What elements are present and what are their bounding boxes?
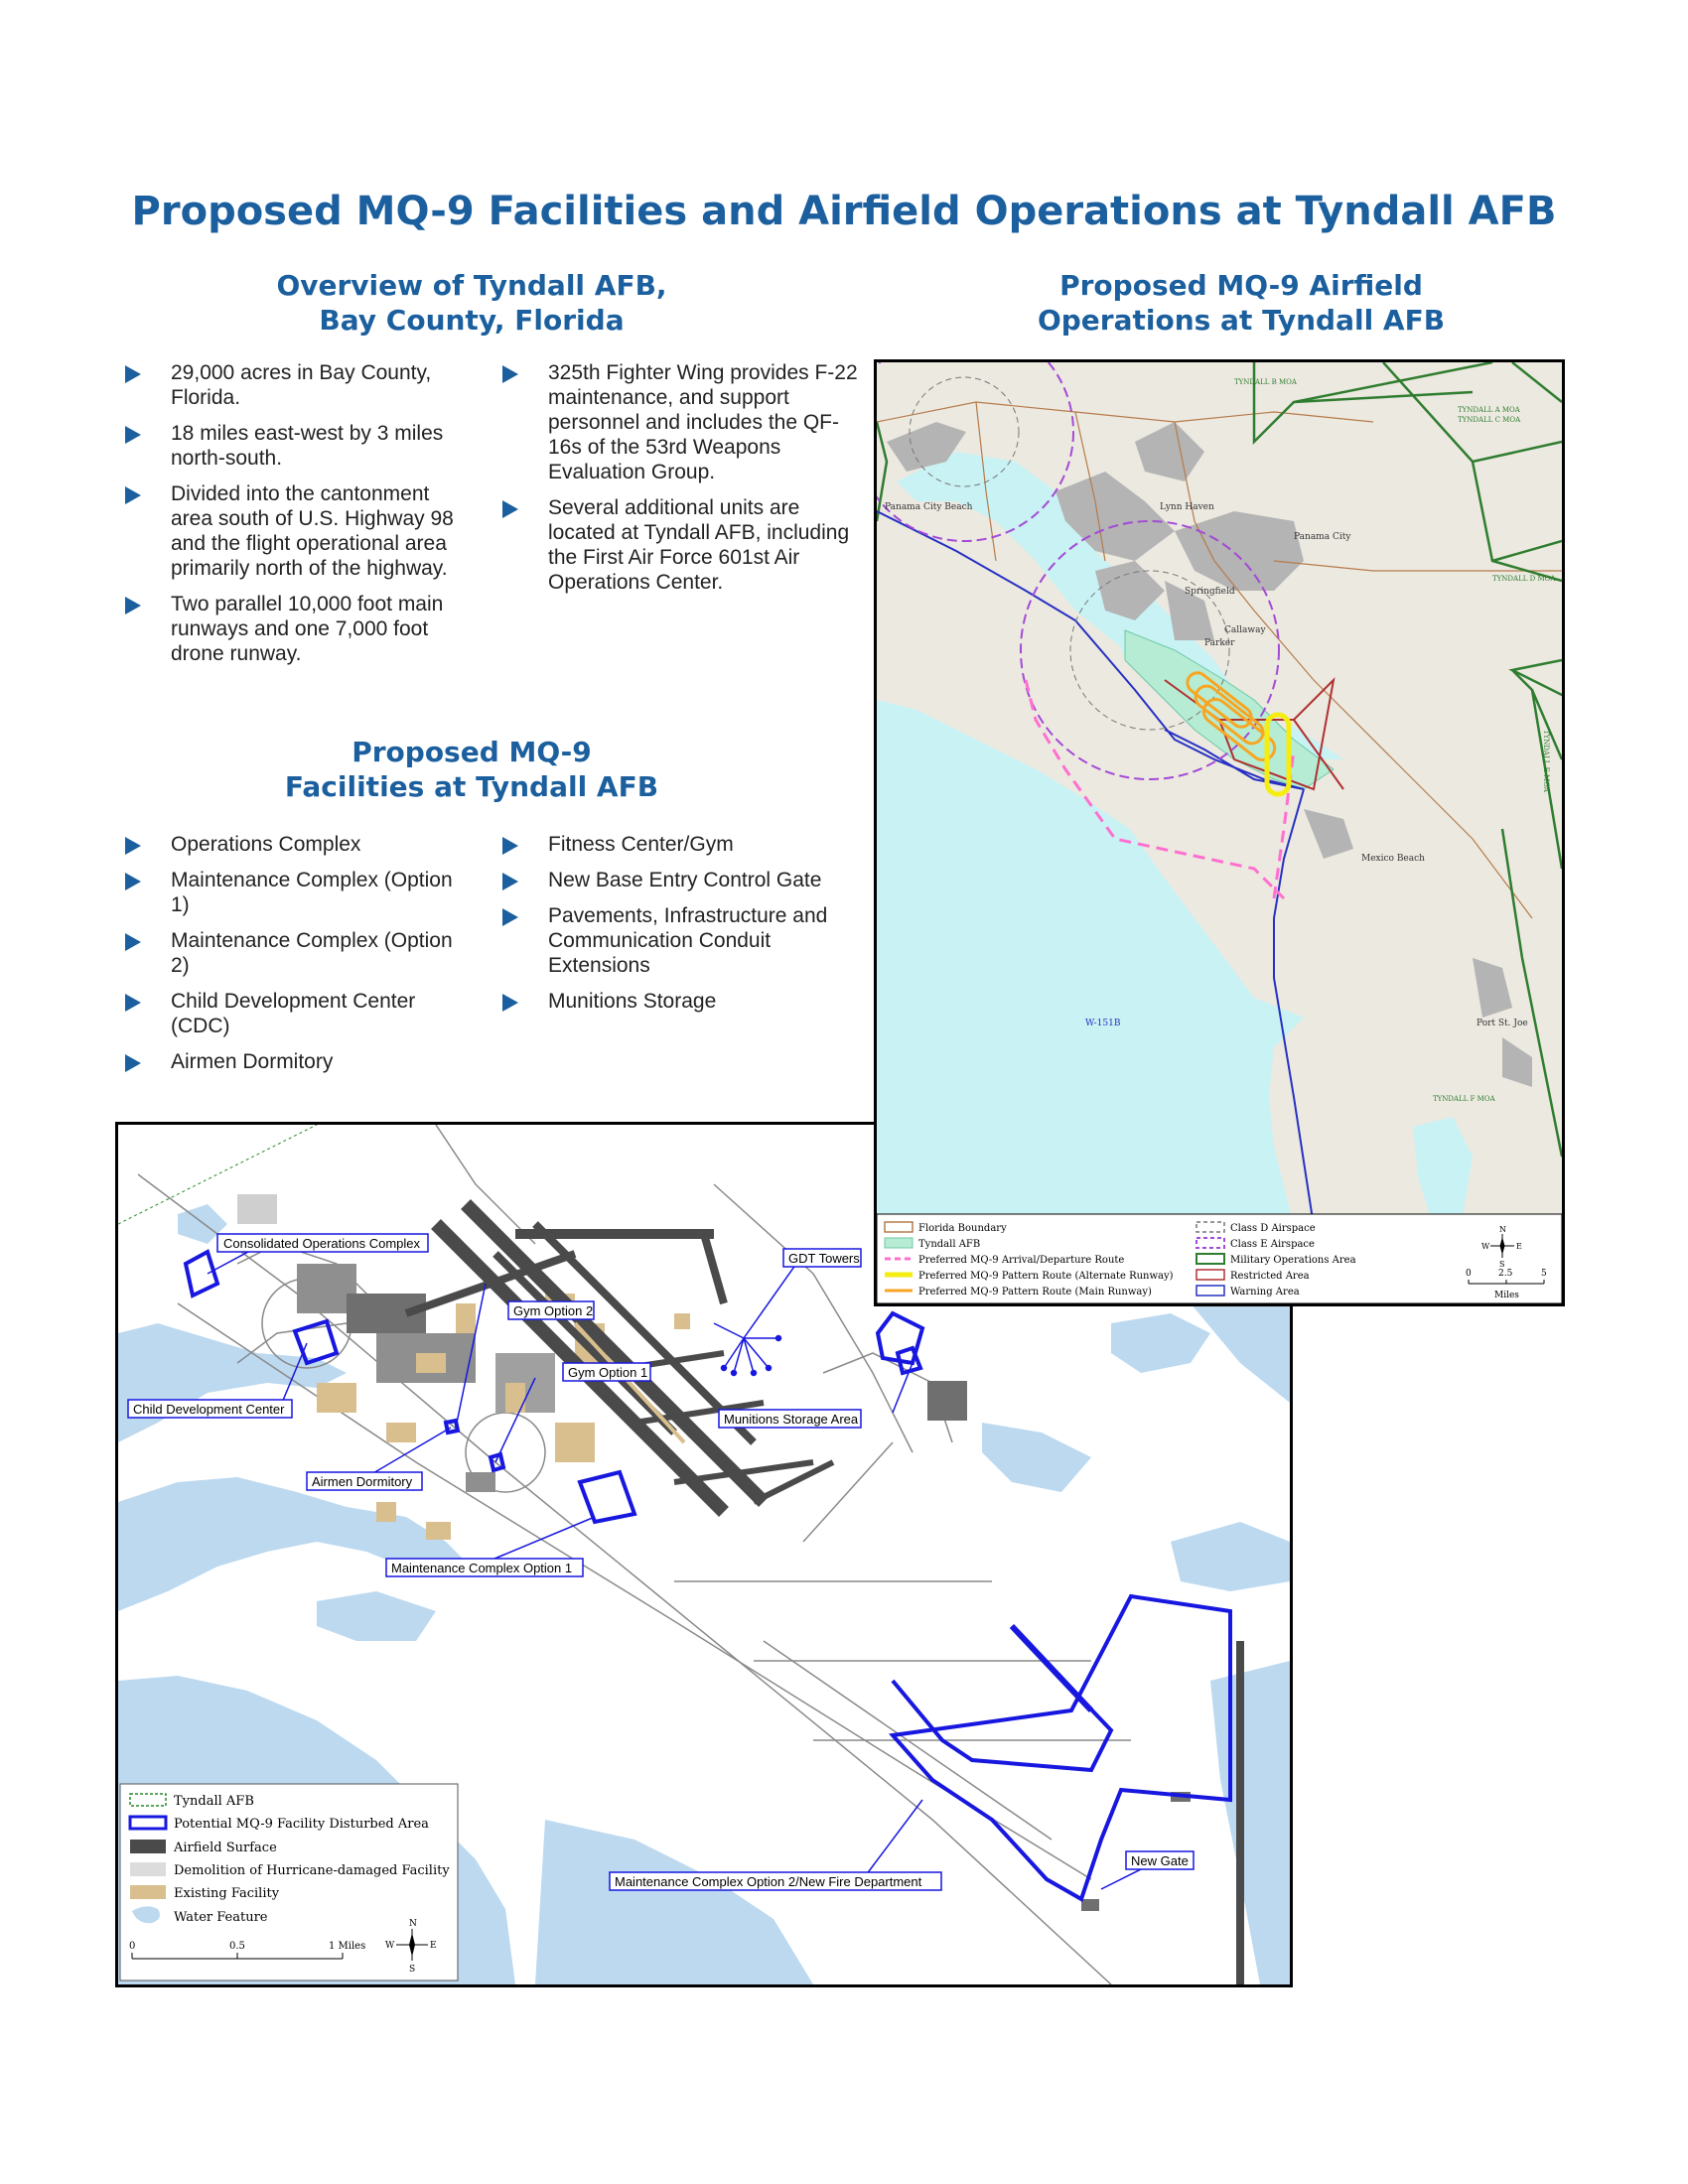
- legend-swatch-airfield: [130, 1840, 166, 1853]
- compass-w: W: [385, 1941, 395, 1951]
- triangle-bullet-icon: [125, 365, 141, 383]
- callout-maint2: Maintenance Complex Option 2/New Fire Department: [615, 1874, 922, 1889]
- triangle-bullet-icon: [125, 1054, 141, 1072]
- overview-heading-line2: Bay County, Florida: [319, 304, 625, 337]
- overview-heading: [149, 268, 794, 338]
- triangle-bullet-icon: [125, 426, 141, 444]
- list-item: 18 miles east-west by 3 miles north-south.: [121, 421, 474, 471]
- place-label: Lynn Haven: [1160, 502, 1214, 512]
- legend-swatch-tyndall: [130, 1794, 166, 1806]
- legend-label: Warning Area: [1230, 1287, 1300, 1297]
- list-item: Maintenance Complex (Option 1): [121, 868, 474, 917]
- triangle-bullet-icon: [502, 365, 518, 383]
- legend-label: Florida Boundary: [918, 1223, 1007, 1234]
- airfield-ops-heading: [884, 268, 1599, 338]
- legend-swatch-demolition: [130, 1862, 166, 1876]
- triangle-bullet-icon: [125, 486, 141, 504]
- facilities-map-legend: [120, 1784, 458, 1980]
- scale-label: 0.5: [229, 1941, 245, 1952]
- list-item: Operations Complex: [121, 832, 474, 857]
- legend-label: Preferred MQ-9 Pattern Route (Main Runway): [918, 1287, 1152, 1297]
- legend-label: Tyndall AFB: [918, 1239, 981, 1250]
- scale-label: 1 Miles: [329, 1941, 366, 1952]
- facilities-heading: [149, 735, 794, 804]
- compass-n: N: [409, 1919, 417, 1929]
- legend-swatch-moa: [1196, 1254, 1224, 1264]
- moa-label: TYNDALL F MOA: [1433, 1095, 1495, 1103]
- scale-label: 0: [129, 1941, 136, 1952]
- triangle-bullet-icon: [502, 994, 518, 1012]
- airfield-map-canvas: [877, 362, 1562, 1303]
- legend-label: Military Operations Area: [1230, 1255, 1356, 1266]
- triangle-bullet-icon: [125, 837, 141, 855]
- triangle-bullet-icon: [502, 837, 518, 855]
- legend-label: Demolition of Hurricane-damaged Facility: [174, 1863, 450, 1878]
- compass-s: S: [1499, 1260, 1505, 1269]
- triangle-bullet-icon: [125, 873, 141, 890]
- list-item: 29,000 acres in Bay County, Florida.: [121, 360, 474, 410]
- overview-left-list: [121, 360, 474, 677]
- list-item: 325th Fighter Wing provides F-22 maintenance, and support personnel and includes the QF-16s of the 53rd Weapons Evaluation Group.: [498, 360, 861, 484]
- legend-swatch-florida: [885, 1222, 913, 1232]
- facilities-heading-line1: Proposed MQ-9: [352, 736, 592, 768]
- callout-dorm: Airmen Dormitory: [312, 1474, 413, 1489]
- list-item: Two parallel 10,000 foot main runways and one 7,000 foot drone runway.: [121, 592, 474, 666]
- callout-cdc: Child Development Center: [133, 1402, 285, 1417]
- triangle-bullet-icon: [125, 994, 141, 1012]
- compass-s: S: [409, 1965, 416, 1975]
- compass-e: E: [430, 1941, 437, 1951]
- triangle-bullet-icon: [125, 597, 141, 614]
- place-label: Parker: [1204, 638, 1235, 648]
- list-item: Child Development Center (CDC): [121, 989, 474, 1038]
- list-item: Fitness Center/Gym: [498, 832, 861, 857]
- overview-right-list: [498, 360, 861, 606]
- callout-maint1: Maintenance Complex Option 1: [391, 1561, 573, 1575]
- compass-e: E: [1516, 1242, 1522, 1251]
- legend-swatch-class-e: [1196, 1238, 1224, 1248]
- legend-label: Class D Airspace: [1230, 1223, 1316, 1234]
- place-label: Callaway: [1224, 625, 1266, 635]
- list-item: Divided into the cantonment area south of U.S. Highway 98 and the flight operational area primarily north of the highway.: [121, 481, 474, 581]
- triangle-bullet-icon: [502, 873, 518, 890]
- facilities-right-list: [498, 832, 861, 1024]
- legend-swatch-disturbed: [130, 1817, 166, 1829]
- scale-label: 0: [1466, 1269, 1472, 1279]
- airfield-map-legend: [877, 1214, 1562, 1303]
- place-label: Springfield: [1185, 587, 1235, 597]
- moa-label: TYNDALL A MOA: [1458, 406, 1520, 414]
- compass-w: W: [1481, 1242, 1490, 1251]
- moa-label: TYNDALL B MOA: [1234, 378, 1297, 386]
- legend-label: Existing Facility: [174, 1886, 280, 1901]
- scale-label: 2.5: [1498, 1269, 1513, 1279]
- place-label: W-151B: [1085, 1019, 1121, 1028]
- place-label: Port St. Joe: [1477, 1019, 1528, 1028]
- place-label: Panama City: [1294, 532, 1351, 542]
- scale-unit: Miles: [1494, 1291, 1519, 1300]
- legend-label: Airfield Surface: [174, 1841, 277, 1855]
- callout-gdt: GDT Towers: [788, 1251, 860, 1266]
- list-item: Maintenance Complex (Option 2): [121, 928, 474, 978]
- moa-label: TYNDALL D MOA: [1492, 575, 1556, 583]
- legend-label: Water Feature: [174, 1910, 268, 1925]
- place-label: Panama City Beach: [885, 502, 973, 512]
- triangle-bullet-icon: [502, 908, 518, 926]
- legend-label: Restricted Area: [1230, 1271, 1310, 1282]
- moa-label: TYNDALL E MOA: [1542, 730, 1550, 792]
- list-item: New Base Entry Control Gate: [498, 868, 861, 892]
- scale-label: 5: [1541, 1269, 1547, 1279]
- callout-gym2: Gym Option 2: [513, 1303, 594, 1318]
- list-item: Airmen Dormitory: [121, 1049, 474, 1074]
- legend-label: Preferred MQ-9 Pattern Route (Alternate Runway): [918, 1271, 1174, 1282]
- legend-label: Potential MQ-9 Facility Disturbed Area: [174, 1817, 429, 1832]
- list-item: Pavements, Infrastructure and Communication Conduit Extensions: [498, 903, 861, 978]
- legend-label: Class E Airspace: [1230, 1239, 1315, 1250]
- moa-label: TYNDALL C MOA: [1458, 416, 1521, 424]
- overview-heading-line1: Overview of Tyndall AFB,: [276, 269, 667, 302]
- triangle-bullet-icon: [502, 500, 518, 518]
- legend-swatch-restricted: [1196, 1270, 1224, 1280]
- facilities-heading-line2: Facilities at Tyndall AFB: [284, 770, 659, 803]
- airfield-ops-heading-line1: Proposed MQ-9 Airfield: [1059, 269, 1423, 302]
- callout-munitions: Munitions Storage Area: [724, 1412, 859, 1427]
- legend-swatch-existing: [130, 1885, 166, 1899]
- facilities-left-list: [121, 832, 474, 1085]
- legend-swatch-class-d: [1196, 1222, 1224, 1232]
- legend-swatch-warning: [1196, 1286, 1224, 1296]
- place-label: Mexico Beach: [1361, 854, 1425, 864]
- list-item: Munitions Storage: [498, 989, 861, 1014]
- triangle-bullet-icon: [125, 933, 141, 951]
- list-item: Several additional units are located at Tyndall AFB, including the First Air Force 601st Air Operations Center.: [498, 495, 861, 595]
- callout-gym1: Gym Option 1: [568, 1365, 648, 1380]
- airfield-operations-map[interactable]: [874, 359, 1565, 1306]
- compass-n: N: [1499, 1225, 1506, 1234]
- legend-swatch-tyndall: [885, 1238, 913, 1248]
- page-title: Proposed MQ-9 Facilities and Airfield Operations at Tyndall AFB: [131, 189, 1557, 234]
- airfield-ops-heading-line2: Operations at Tyndall AFB: [1037, 304, 1446, 337]
- callout-new-gate: New Gate: [1131, 1853, 1189, 1868]
- legend-label: Tyndall AFB: [174, 1794, 254, 1809]
- legend-label: Preferred MQ-9 Arrival/Departure Route: [918, 1255, 1125, 1266]
- callout-consolidated-ops: Consolidated Operations Complex: [223, 1236, 420, 1251]
